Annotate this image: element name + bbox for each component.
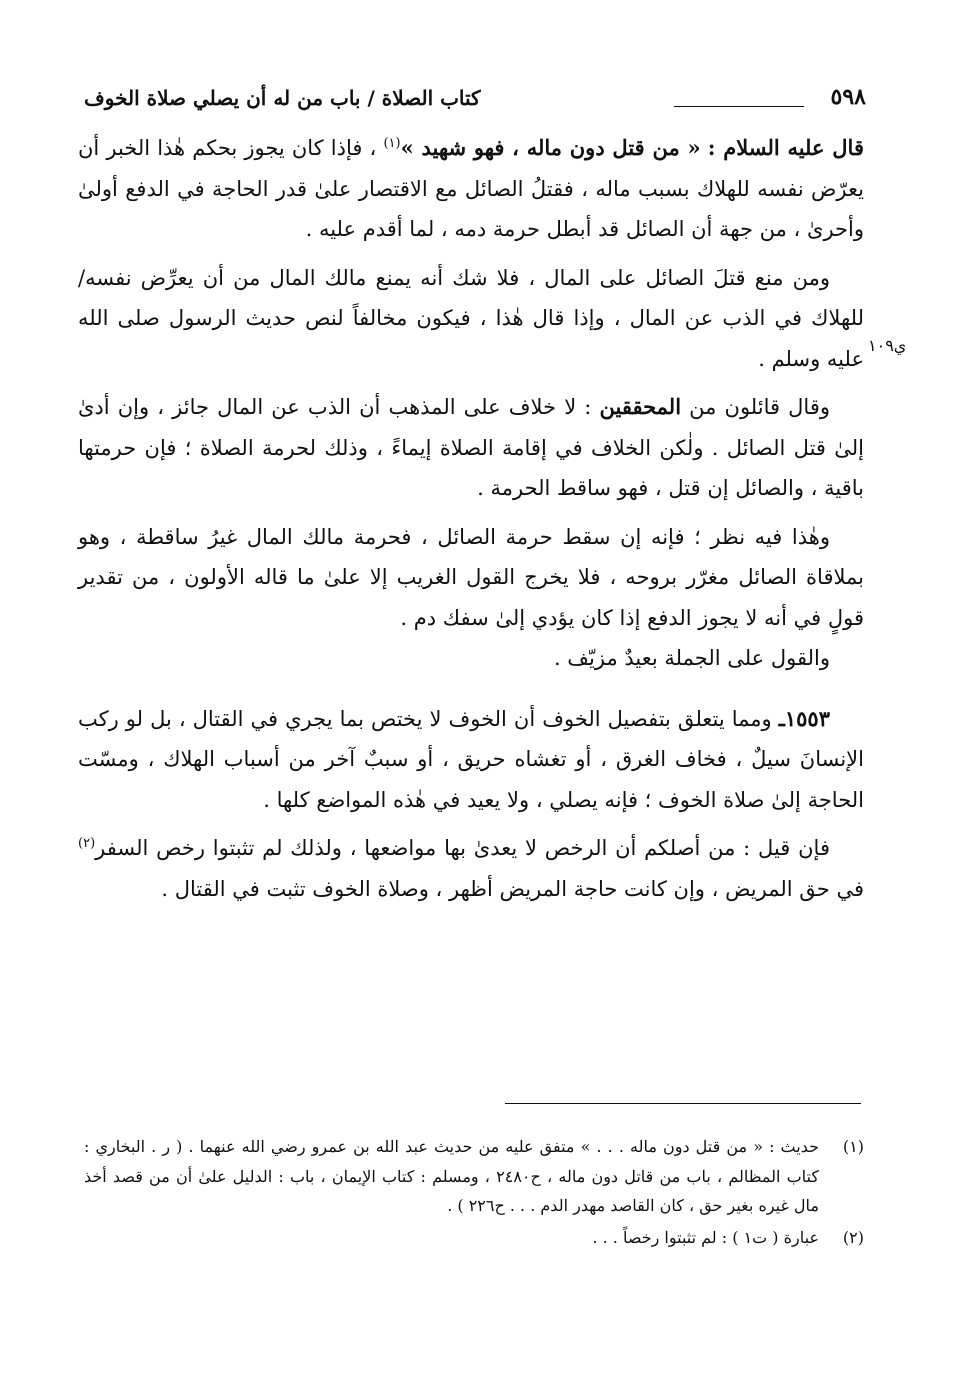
footnote-number: (٢) [842,1227,864,1247]
paragraph-7 [78,828,864,909]
footnote-2 [84,1223,864,1253]
paragraph-1-lead: قال عليه السلام : [707,135,864,160]
header-rule [674,106,804,107]
footnote-separator [505,1103,861,1104]
running-title: كتاب الصلاة / باب من له أن يصلي صلاة الخوف [84,86,481,110]
footnote-ref-1: (١) [383,136,401,151]
paragraph-1-rest: ، فإذا كان يجوز بحكم هٰذا الخبر أن يعرّض نفسه للهلاك بسبب ماله ، فقتلُ الصائل مع الاقتصار علىٰ قدر الحاجة في الدفع أولىٰ وأحرىٰ ، من جهة أن الصائل قد أبطل حرمة دمه ، لما أقدم عليه . [78,136,864,241]
paragraph-6-text: ومما يتعلق بتفصيل الخوف أن الخوف لا يختص بما يجري في القتال ، بل لو ركب الإنسانَ سيلٌ ، فخاف الغرق ، أو تغشاه حريق ، أو سببٌ آخر من أسباب الهلاك ، ومسّت الحاجة إلىٰ صلاة الخوف ؛ فإنه يصلي ، ولا يعيد في هٰذه المواضع كلها . [78,706,864,812]
paragraph-3 [78,387,864,509]
paragraph-2: ومن منع قتلَ الصائل على المال ، فلا شك أنه يمنع مالك المال من أن يعرِّض نفسه/ للهلاك في الذب عن المال ، وإذا قال هٰذا ، فيكون مخالفاً لنص حديث الرسول صلى الله عليه وسلم . [78,265,864,371]
paragraph-7-b: في حق المريض ، وإن كانت حاجة المريض أظهر ، وصلاة الخوف تثبت في القتال . [161,876,864,901]
paragraph-3-c: : لا خلاف على المذهب أن الذب عن المال جائز ، وإن أدىٰ إلىٰ قتل الصائل . ولٰكن الخلاف في إقامة الصلاة إيماءً ، وذلك لحرمة الصلاة ؛ فإن حرمتها باقية ، والصائل إن قتل ، فهو ساقط الحرمة . [78,395,864,500]
main-text [78,128,864,909]
page-number: ٥٩٨ [830,84,866,110]
paragraph-3-a: وقال قائلون من [689,395,831,419]
footnote-number: (١) [842,1137,864,1156]
footnote-text: حديث : « من قتل دون ماله . . . » متفق عليه من حديث عبد الله بن عمرو رضي الله عنهما . ( ر . البخاري : كتاب المظالم ، باب من قاتل دون ماله ، ح٢٤٨٠ ، ومسلم : كتاب الإيمان ، باب : الدليل علىٰ أن من قصد أخذ مال غيره بغير حق ، كان القاصد مهدر الدم . . . ح٢٢٦ ) . [84,1137,820,1215]
paragraph-5: والقول على الجملة بعيدٌ مزيّف . [553,646,830,670]
margin-page-reference: ي١٠٩ [868,336,907,355]
page-header [84,84,866,120]
footnote-text: عبارة ( ت١ ) : لم تثبتوا رخصاً . . . [592,1227,819,1247]
paragraph-4: وهٰذا فيه نظر ؛ فإنه إن سقط حرمة الصائل ، فحرمة مالك المال غيرُ ساقطة ، وهو بملاقاة الصائل مغرّر بروحه ، فلا يخرج القول الغريب إلا علىٰ ما قاله الأولون ، من تقدير قولٍ في أنه لا يجوز الدفع إذا كان يؤدي إلىٰ سفك دم . [78,524,864,630]
hadith-quote: « من قتل دون ماله ، فهو شهيد » [400,135,701,160]
footnote-ref-2: (٢) [78,836,96,851]
paragraph-1 [78,128,864,250]
footnotes [84,1132,864,1252]
paragraph-7-a: فإن قيل : من أصلكم أن الرخص لا يعدىٰ بها مواضعها ، ولذلك لم تثبتوا رخص السفر [95,836,830,860]
issue-number: ١٥٥٣ـ [778,705,830,731]
footnote-1 [84,1132,864,1221]
paragraph-3-bold: المحققين [599,394,682,419]
paragraph-6 [78,699,864,821]
